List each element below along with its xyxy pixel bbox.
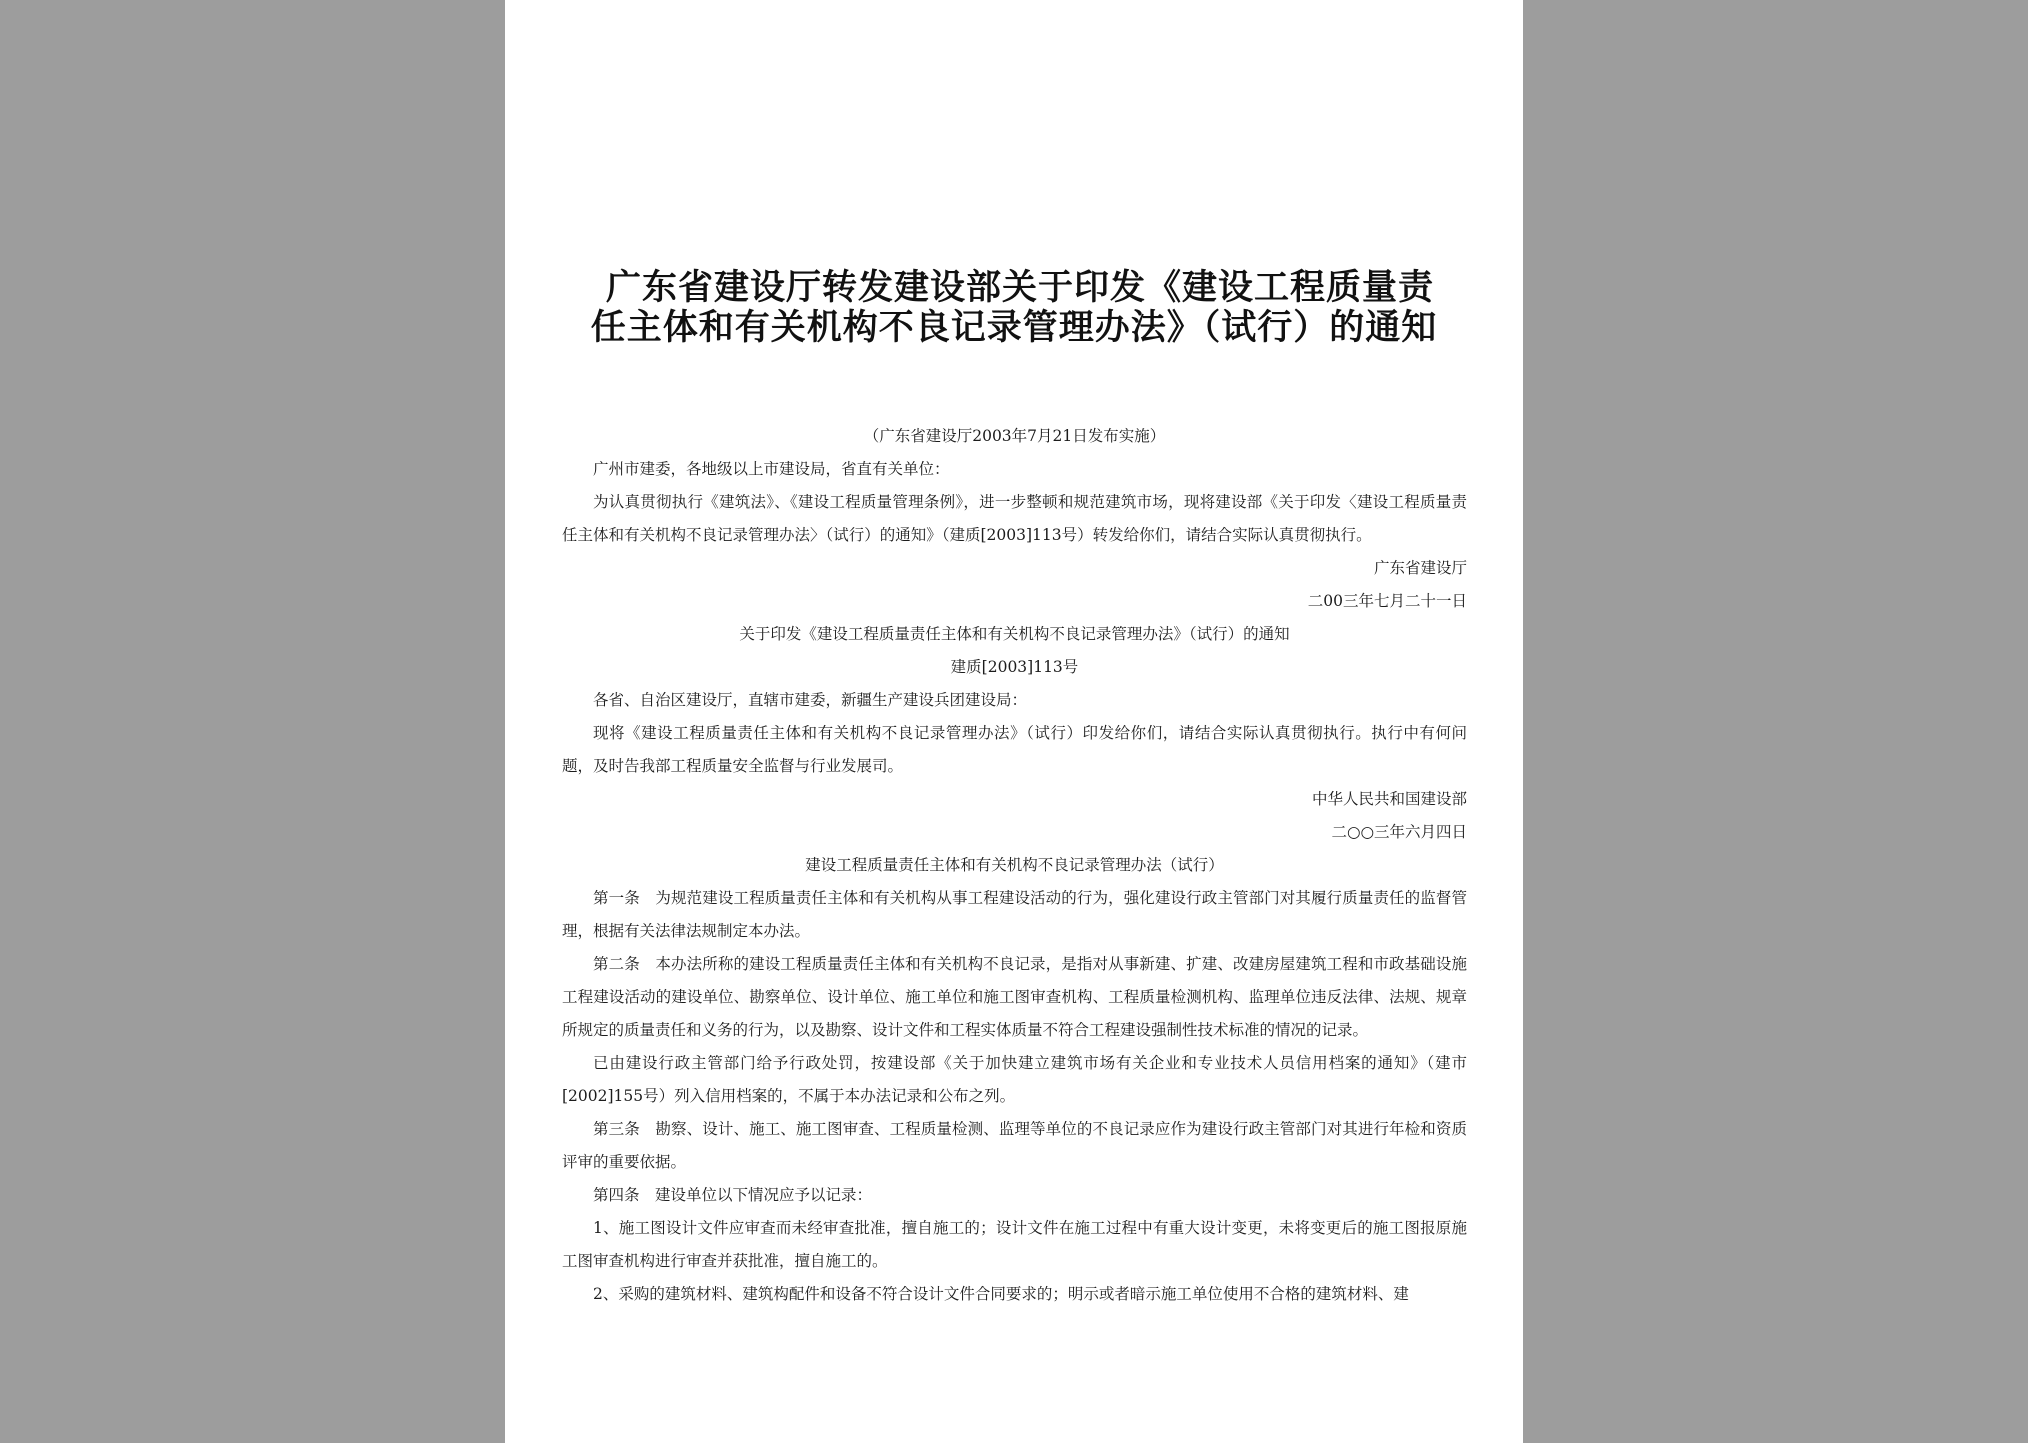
notice1-body: 为认真贯彻执行《建筑法》、《建设工程质量管理条例》，进一步整顿和规范建筑市场，现将建设部《关于印发〈建设工程质量责任主体和有关机构不良记录管理办法〉（试行）的通知》（建质[2003]113号）转发给你们，请结合实际认真贯彻执行。 [562, 493, 1467, 544]
notice2-title: 关于印发《建设工程质量责任主体和有关机构不良记录管理办法》（试行）的通知 [739, 625, 1290, 643]
article-4: 第四条 建设单位以下情况应予以记录： [593, 1186, 873, 1204]
article-3: 第三条 勘察、设计、施工、施工图审查、工程质量检测、监理等单位的不良记录应作为建设行政主管部门对其进行年检和资质评审的重要依据。 [562, 1120, 1467, 1171]
article-1: 第一条 为规范建设工程质量责任主体和有关机构从事工程建设活动的行为，强化建设行政主管部门对其履行质量责任的监督管理，根据有关法律法规制定本办法。 [562, 889, 1467, 940]
title-line-1: 广东省建设厅转发建设部关于印发《建设工程质量责 [605, 267, 1434, 308]
notice2-addressee: 各省、自治区建设厅，直辖市建委，新疆生产建设兵团建设局： [593, 691, 1028, 709]
document-page [505, 0, 1523, 1443]
title-line-2: 任主体和有关机构不良记录管理办法》（试行）的通知 [590, 307, 1438, 348]
document-body [562, 420, 1467, 1311]
notice1-signer: 广东省建设厅 [1373, 559, 1467, 577]
notice1-date: 二00三年七月二十一日 [1307, 592, 1467, 610]
notice2-body: 现将《建设工程质量责任主体和有关机构不良记录管理办法》（试行）印发给你们，请结合实际认真贯彻执行。执行中有何问题，及时告我部工程质量安全监督与行业发展司。 [562, 724, 1467, 775]
article-4-item-1: 1、施工图设计文件应审查而未经审查批准，擅自施工的；设计文件在施工过程中有重大设计变更，未将变更后的施工图报原施工图审查机构进行审查并获批准，擅自施工的。 [562, 1219, 1467, 1270]
source-note: （广东省建设厅2003年7月21日发布实施） [863, 427, 1166, 445]
notice2-doc-no: 建质[2003]113号 [950, 658, 1079, 676]
article-2-paragraph-2: 已由建设行政主管部门给予行政处罚，按建设部《关于加快建立建筑市场有关企业和专业技术人员信用档案的通知》（建市[2002]155号）列入信用档案的，不属于本办法记录和公布之列。 [562, 1054, 1467, 1105]
measures-title: 建设工程质量责任主体和有关机构不良记录管理办法（试行） [805, 856, 1224, 874]
notice2-signer: 中华人民共和国建设部 [1311, 790, 1467, 808]
notice1-addressee: 广州市建委，各地级以上市建设局，省直有关单位： [593, 460, 950, 478]
article-4-item-2: 2、采购的建筑材料、建筑构配件和设备不符合设计文件合同要求的；明示或者暗示施工单位使用不合格的建筑材料、建 [593, 1285, 1409, 1303]
document-title [505, 268, 1523, 348]
notice2-date: 二○○三年六月四日 [1331, 823, 1467, 841]
article-2: 第二条 本办法所称的建设工程质量责任主体和有关机构不良记录，是指对从事新建、扩建、改建房屋建筑工程和市政基础设施工程建设活动的建设单位、勘察单位、设计单位、施工单位和施工图审查机构、工程质量检测机构、监理单位违反法律、法规、规章所规定的质量责任和义务的行为，以及勘察、设计文件和工程实体质量不符合工程建设强制性技术标准的情况的记录。 [562, 955, 1467, 1039]
